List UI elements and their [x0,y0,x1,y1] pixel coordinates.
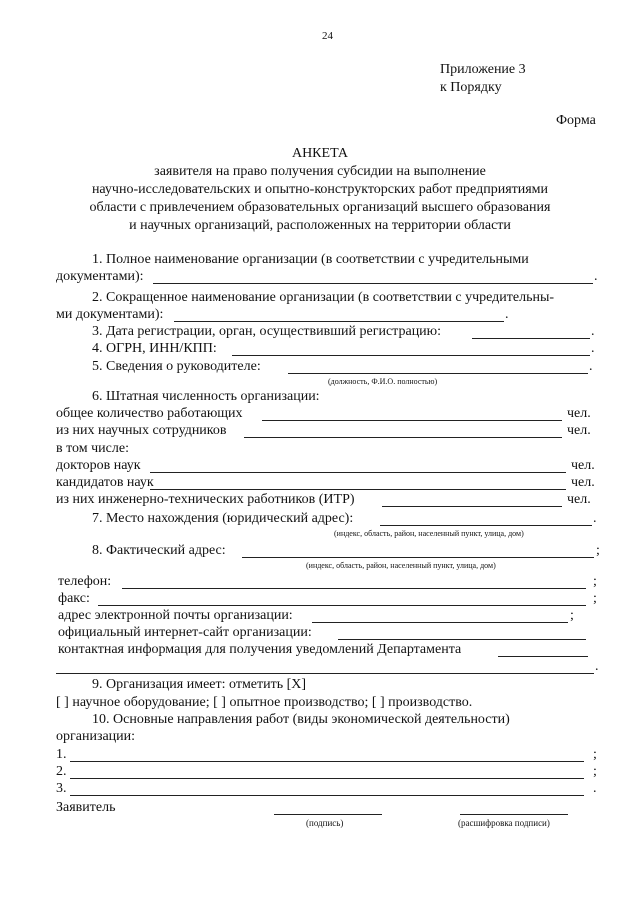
item-10-label-cont: организации: [56,729,136,744]
contact-field-cont[interactable] [56,673,594,674]
activity-field-3[interactable] [70,795,584,796]
form-title: АНКЕТА [291,146,349,161]
signature-decode-field[interactable] [460,814,568,815]
signature-field[interactable] [274,814,382,815]
item-6-label: 6. Штатная численность организации: [92,389,320,404]
item-2-label-cont: ми документами): [56,307,164,322]
scientists-label: из них научных сотрудников [56,423,227,438]
punct: . [589,359,593,374]
ogrn-inn-field[interactable] [232,355,590,356]
subtitle-line: области с привлечением образовательных организаций высшего образования [89,200,551,215]
item-8-label: 8. Фактический адрес: [92,543,226,558]
subtitle-line: заявителя на право получения субсидии на выполнение [154,164,486,179]
contact-label: контактная информация для получения уведомлений Департамента [58,642,462,657]
activity-number: 1. [56,747,67,762]
activity-field-1[interactable] [70,761,584,762]
punct: ; [593,574,597,589]
appendix-line2: к Порядку [440,80,502,95]
scientists-field[interactable] [244,437,562,438]
phone-field[interactable] [122,588,586,589]
total-staff-label: общее количество работающих [56,406,243,421]
item-7-label: 7. Место нахождения (юридический адрес): [92,511,354,526]
doctors-field[interactable] [150,472,566,473]
punct: ; [596,543,600,558]
subtitle-line: научно-исследовательских и опытно-конструкторских работ предприятиями [91,182,549,197]
actual-address-field[interactable] [242,557,594,558]
signature-hint: (подпись) [306,818,344,828]
fax-label: факс: [58,591,90,606]
subtitle-line: и научных организаций, расположенных на территории области [129,218,511,233]
unit: чел. [567,492,591,507]
punct: . [505,307,509,322]
doctors-label: докторов наук [56,458,141,473]
director-field[interactable] [288,373,588,374]
short-name-field[interactable] [174,321,504,322]
legal-address-field[interactable] [380,525,592,526]
website-field[interactable] [338,639,586,640]
legal-address-hint: (индекс, область, район, населенный пункт, улица, дом) [334,529,524,538]
email-label: адрес электронной почты организации: [58,608,293,623]
director-hint: (должность, Ф.И.О. полностью) [328,377,438,386]
including-label: в том числе: [56,441,129,456]
equipment-options[interactable]: [ ] научное оборудование; [ ] опытное производство; [ ] производство. [56,695,473,710]
actual-address-hint: (индекс, область, район, населенный пункт, улица, дом) [306,561,496,570]
total-staff-field[interactable] [262,420,562,421]
punct: ; [593,747,597,762]
item-9-label: 9. Организация имеет: отметить [X] [92,677,307,692]
candidates-label: кандидатов наук [56,475,154,490]
activity-number: 2. [56,764,67,779]
itr-label: из них инженерно-технических работников (ИТР) [56,492,355,507]
email-field[interactable] [312,622,568,623]
appendix-line1: Приложение 3 [440,62,526,77]
item-3-label: 3. Дата регистрации, орган, осуществивший регистрацию: [92,324,442,339]
punct: . [594,269,598,284]
activity-field-2[interactable] [70,778,584,779]
fax-field[interactable] [98,605,586,606]
punct: . [593,511,597,526]
form-label: Форма [556,113,596,128]
punct: ; [593,764,597,779]
unit: чел. [567,406,591,421]
phone-label: телефон: [58,574,112,589]
itr-field[interactable] [382,506,562,507]
item-5-label: 5. Сведения о руководителе: [92,359,261,374]
punct: ; [593,591,597,606]
candidates-field[interactable] [150,489,566,490]
item-2-label: 2. Сокращенное наименование организации (в соответствии с учредительны- [92,290,555,305]
applicant-label: Заявитель [56,800,116,815]
unit: чел. [571,475,595,490]
item-4-label: 4. ОГРН, ИНН/КПП: [92,341,217,356]
signature-decode-hint: (расшифровка подписи) [458,818,550,828]
punct: . [593,781,597,796]
activity-number: 3. [56,781,67,796]
unit: чел. [571,458,595,473]
full-name-field[interactable] [153,283,593,284]
punct: . [595,659,599,674]
registration-field[interactable] [472,338,590,339]
unit: чел. [567,423,591,438]
item-10-label: 10. Основные направления работ (виды экономической деятельности) [92,712,510,727]
punct: . [591,324,595,339]
page-number: 24 [322,30,333,42]
punct: ; [570,608,574,623]
punct: . [591,341,595,356]
item-1-label-cont: документами): [56,269,144,284]
website-label: официальный интернет-сайт организации: [58,625,312,640]
contact-field[interactable] [498,656,588,657]
item-1-label: 1. Полное наименование организации (в соответствии с учредительными [92,252,529,267]
